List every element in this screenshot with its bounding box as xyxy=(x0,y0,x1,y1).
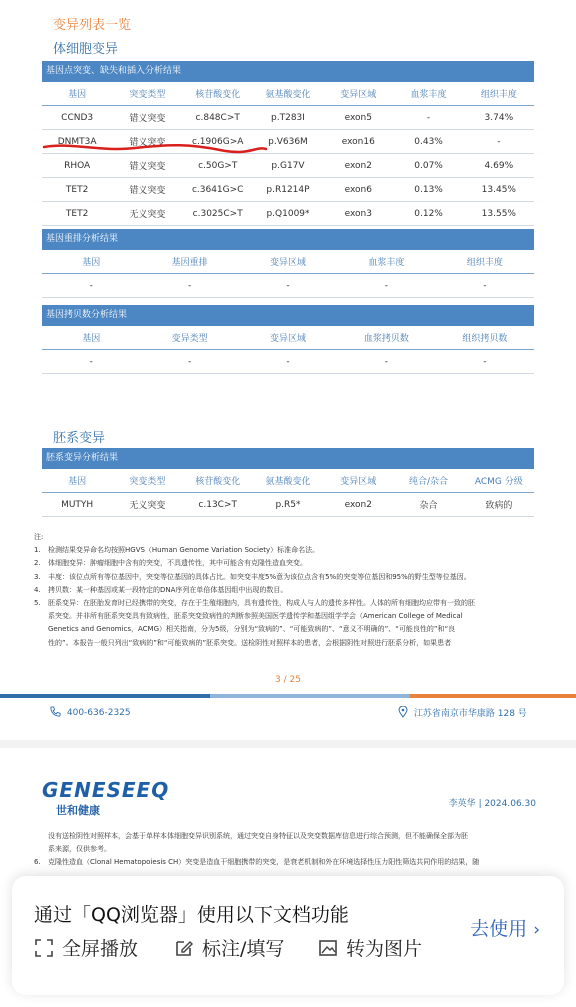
cnv-table-header xyxy=(42,326,534,350)
cell: c.50G>T xyxy=(198,160,238,171)
note-text: 拷贝数：某一种基因或某一段特定的DNA序列在单倍体基因组中出现的数目。 xyxy=(48,585,288,594)
somatic-title: 体细胞变异 xyxy=(53,42,119,57)
cell: p.V636M xyxy=(268,136,308,147)
table-row xyxy=(42,493,534,517)
col-header: 变异类型 xyxy=(171,334,208,344)
cell: c.3025C>T xyxy=(192,208,243,219)
cell: - xyxy=(426,112,431,123)
col-header: 变异区域 xyxy=(340,477,377,487)
col-header: 血浆丰度 xyxy=(368,258,405,268)
cell: - xyxy=(286,280,290,291)
table-row xyxy=(42,274,534,298)
cell: RHOA xyxy=(64,160,91,171)
cell: CCND3 xyxy=(61,112,94,123)
col-header: 基因 xyxy=(68,477,87,487)
col-header: 氨基酸变化 xyxy=(265,90,311,100)
cell: 错义突变 xyxy=(129,186,166,196)
location-pin-icon xyxy=(398,706,408,718)
cnv-table xyxy=(42,305,534,374)
cell: c.848C>T xyxy=(195,112,240,123)
cell: exon3 xyxy=(344,208,372,219)
cell: 4.69% xyxy=(484,160,514,171)
snv-table-header xyxy=(42,82,534,106)
col-header: 核苷酸变化 xyxy=(195,90,241,100)
col-header: 核苷酸变化 xyxy=(195,477,241,487)
cell: 13.45% xyxy=(481,184,516,195)
phone-number: 400-636-2325 xyxy=(66,708,131,718)
text-line: 系来源，仅供参考。 xyxy=(48,845,111,853)
col-header: 突变类型 xyxy=(129,90,166,100)
germline-title: 胚系变异 xyxy=(53,431,106,446)
footer-bar-light xyxy=(210,694,410,698)
cell: - xyxy=(483,280,487,291)
cell: p.T283I xyxy=(271,112,305,123)
address-text: 江苏省南京市华康路 128 号 xyxy=(413,709,527,719)
col-header: 组织丰度 xyxy=(466,258,503,268)
footer-phone xyxy=(50,706,131,718)
image-icon xyxy=(318,938,338,958)
rearr-table-header xyxy=(42,250,534,274)
cell: exon2 xyxy=(344,160,372,171)
col-header: 基因 xyxy=(82,334,101,344)
col-header: 基因重排 xyxy=(171,258,208,268)
note-number: 3. xyxy=(34,572,41,581)
col-header: 血浆丰度 xyxy=(410,90,447,100)
cell: - xyxy=(483,356,487,367)
use-now-button[interactable] xyxy=(470,914,540,941)
rearr-table-title: 基因重排分析结果 xyxy=(42,229,534,250)
note-text: 丰度：该位点所有等位基因中，突变等位基因的具体占比。如突变丰度5%意为该位点含有5%的突变等位基因和95%的野生型等位基因。 xyxy=(48,572,471,581)
footer-bar-dark xyxy=(0,694,210,698)
annotate-fill-feature[interactable] xyxy=(174,934,284,961)
table-row xyxy=(42,202,534,226)
cell: TET2 xyxy=(65,184,89,195)
cell: 错义突变 xyxy=(129,138,166,148)
cell: 3.74% xyxy=(484,112,514,123)
cell: 13.55% xyxy=(481,208,516,219)
cell: 无义突变 xyxy=(129,210,166,220)
cell: exon16 xyxy=(341,136,375,147)
rearrangement-table xyxy=(42,229,534,298)
note-number: 4. xyxy=(34,585,41,594)
page2-text xyxy=(34,830,544,869)
report-date: | 2024.06.30 xyxy=(478,799,536,809)
col-header: 基因 xyxy=(82,258,101,268)
note-number: 6. xyxy=(34,858,41,866)
use-now-label: 去使用 xyxy=(470,918,528,940)
cell: 错义突变 xyxy=(129,162,166,172)
germ-table-title: 胚系变异分析结果 xyxy=(42,448,534,469)
geneseeq-logo xyxy=(42,778,169,818)
table-row xyxy=(42,178,534,202)
note-item xyxy=(34,856,544,869)
cell: p.Q1009* xyxy=(266,208,310,219)
cell: c.3641G>C xyxy=(191,184,244,195)
cell: DNMT3A xyxy=(57,136,97,147)
cell: - xyxy=(89,280,93,291)
col-header: 纯合/杂合 xyxy=(409,477,449,487)
note-number: 5. xyxy=(34,599,41,608)
col-header: 组织丰度 xyxy=(480,90,517,100)
cell: c.1906G>A xyxy=(192,136,244,147)
page-number: 3 / 25 xyxy=(275,675,301,685)
cell: p.R1214P xyxy=(266,184,310,195)
variant-list-title: 变异列表一览 xyxy=(53,18,132,33)
cell: 杂合 xyxy=(419,501,438,511)
note-continuation: Genetics and Genomics，ACMG）相关指南，分为5级，分别为“致病的”、“可能致病的”、“意义不明确的”、“可能良性的”和“良 xyxy=(48,625,456,634)
cell: 0.13% xyxy=(414,184,443,195)
cell: - xyxy=(286,356,290,367)
note-item xyxy=(34,584,544,597)
convert-image-feature[interactable] xyxy=(318,934,422,961)
cell: p.R5* xyxy=(275,499,301,510)
phone-icon xyxy=(50,706,61,717)
cell: exon6 xyxy=(344,184,372,195)
note-text: 体细胞变异：肿瘤细胞中含有的突变，不具遗传性，其中可能含有克隆性造血突变。 xyxy=(48,559,307,568)
qq-browser-promo-banner[interactable] xyxy=(12,876,564,995)
cell: 0.43% xyxy=(414,136,443,147)
cell: 致病的 xyxy=(485,501,513,511)
col-header: 血浆拷贝数 xyxy=(363,334,409,344)
convert-image-label: 转为图片 xyxy=(346,938,423,960)
table-row xyxy=(42,106,534,130)
cell: - xyxy=(187,280,192,291)
author-name: 李英华 xyxy=(448,799,476,809)
note-text: 检测结果变异命名均按照HGVS（Human Genome Variation Society）标准命名法。 xyxy=(48,546,320,555)
note-item xyxy=(34,597,544,610)
cell: 无义突变 xyxy=(129,501,166,511)
note-text: 胚系变异：在胚胎发育时已经携带的突变，存在于生殖细胞内，具有遗传性，构成人与人的遗传多样性。人体的所有细胞均应带有一致的胚 xyxy=(48,599,475,608)
cell: 0.07% xyxy=(414,160,443,171)
col-header: 突变类型 xyxy=(129,477,166,487)
edit-icon xyxy=(174,938,194,958)
cell: TET2 xyxy=(65,208,89,219)
note-continuation: 系突变。并非所有胚系突变具有致病性，胚系突变致病性的判断参照美国医学遗传学和基因组学学会（American College of Medical xyxy=(48,612,463,621)
cell: - xyxy=(384,280,389,291)
germline-table xyxy=(42,448,534,517)
annotate-label: 标注/填写 xyxy=(202,938,285,960)
table-row xyxy=(42,350,534,374)
col-header: 变异区域 xyxy=(340,90,377,100)
note-item xyxy=(34,571,544,584)
cell: - xyxy=(89,356,93,367)
fullscreen-play-feature[interactable] xyxy=(34,934,138,961)
logo-cn-text: 世和健康 xyxy=(56,804,100,817)
cell: - xyxy=(187,356,192,367)
footer-address xyxy=(398,706,527,719)
note-continuation: 性的”。本报告一般只列出“致病的”和“可能致病的”胚系突变。送检阴性对照样本的患者，会根据阴性对照进行胚系分析，如果患者 xyxy=(48,638,452,647)
red-underline-annotation xyxy=(40,140,270,156)
cell: c.13C>T xyxy=(198,499,237,510)
notes-label: 注: xyxy=(34,533,44,541)
col-header: 基因 xyxy=(68,90,87,100)
note-item xyxy=(34,557,544,570)
cell: 0.12% xyxy=(414,208,443,219)
snv-table-title: 基因点突变、缺失和插入分析结果 xyxy=(42,61,534,82)
cell: p.G17V xyxy=(271,160,305,171)
logo-text: GENESEEQ xyxy=(42,778,170,802)
notes-section xyxy=(34,531,544,650)
col-header: 组织拷贝数 xyxy=(462,334,508,344)
germ-table-header xyxy=(42,469,534,493)
col-header: 变异区域 xyxy=(270,334,307,344)
note-number: 2. xyxy=(34,559,41,568)
cell: exon2 xyxy=(344,499,372,510)
note-number: 1. xyxy=(34,546,41,555)
text-line: 没有送检阴性对照样本，会基于单样本体细胞变异识别系统，通过突变自身特征以及突变数据库信息进行综合预测，但不能确保全部为胚 xyxy=(48,832,468,840)
cell: MUTYH xyxy=(61,499,94,510)
col-header: 氨基酸变化 xyxy=(265,477,311,487)
col-header: ACMG 分级 xyxy=(474,477,523,487)
chevron-right-icon: › xyxy=(533,920,540,940)
author-line xyxy=(449,796,536,809)
cell: - xyxy=(497,136,501,147)
note-item xyxy=(34,544,544,557)
cnv-table-title: 基因拷贝数分析结果 xyxy=(42,305,534,326)
footer-bar-orange xyxy=(410,694,576,698)
banner-title: 通过「QQ浏览器」使用以下文档功能 xyxy=(34,904,349,926)
note-text: 克隆性造血（Clonal Hematopoiesis CH）突变是造血干细胞携带的突变，是衰老机制和外在环境选择性压力阳性筛选共同作用的结果，随 xyxy=(48,858,480,866)
fullscreen-icon xyxy=(34,938,54,958)
cell: exon5 xyxy=(344,112,372,123)
cell: 错义突变 xyxy=(129,114,166,124)
fullscreen-label: 全屏播放 xyxy=(62,938,139,960)
cell: - xyxy=(384,356,389,367)
col-header: 变异区域 xyxy=(270,258,307,268)
table-row xyxy=(42,154,534,178)
